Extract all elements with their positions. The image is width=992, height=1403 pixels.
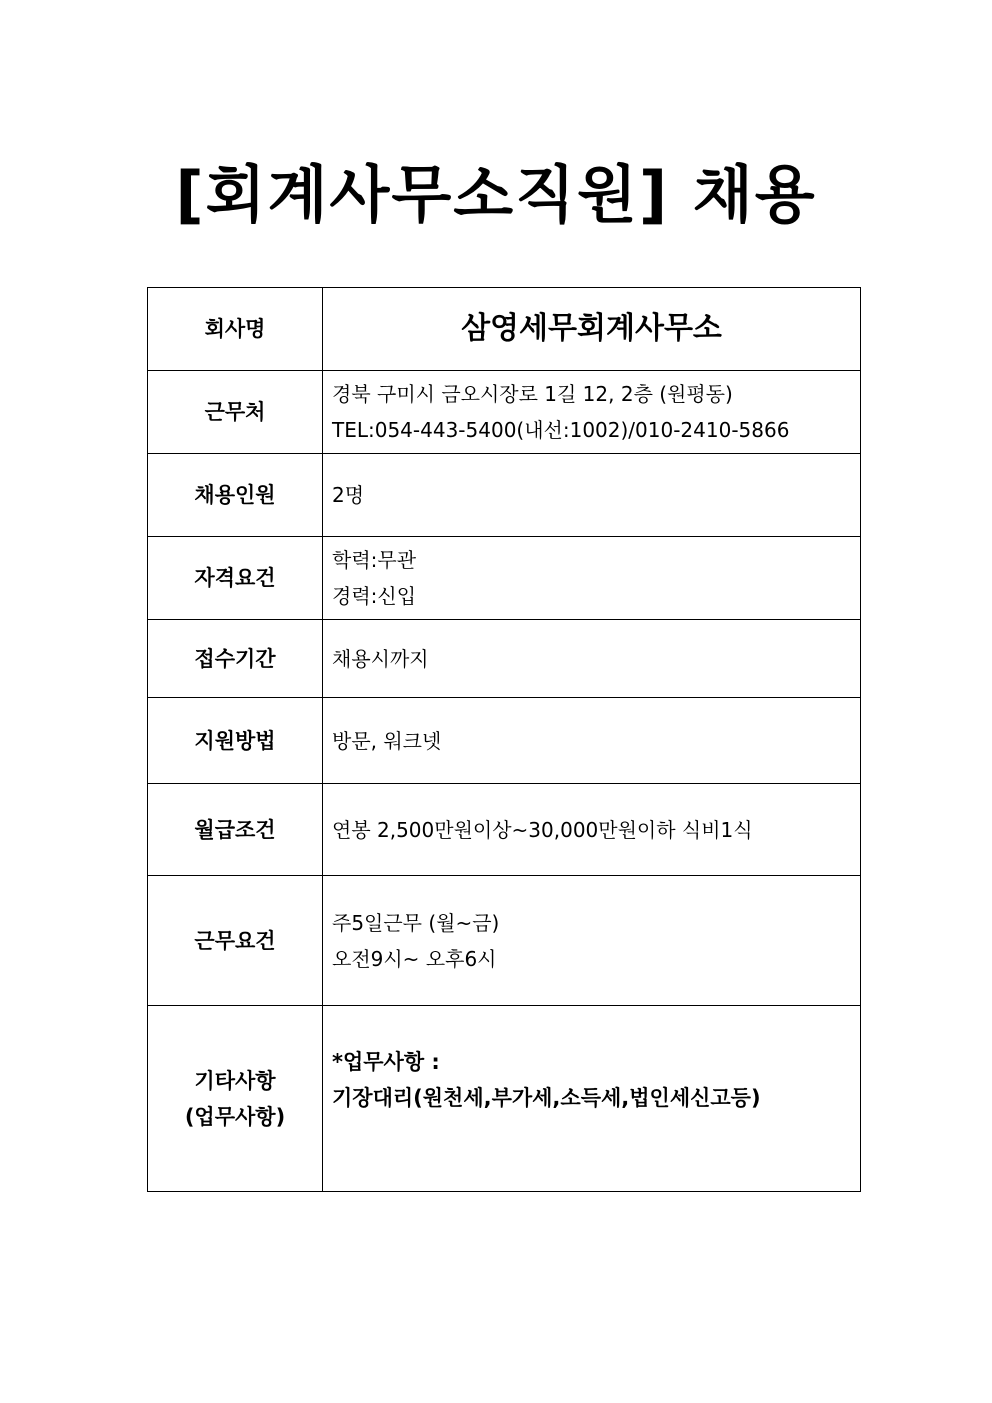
table-row (148, 1006, 861, 1192)
working-days: 주5일근무 (월~금) (332, 910, 500, 935)
other-label: 기타사항 (194, 1068, 276, 1093)
working-conditions-value (323, 876, 861, 1006)
qualification-experience: 경력:신입 (332, 584, 417, 608)
application-period-value (323, 620, 861, 698)
row-label-working-conditions: 근무요건 (148, 876, 323, 1006)
table-row (148, 620, 861, 698)
row-label-salary: 월급조건 (148, 784, 323, 876)
salary-value (323, 784, 861, 876)
row-label-qualifications: 자격요건 (148, 537, 323, 620)
qualifications-value (323, 537, 861, 620)
row-label-workplace: 근무처 (148, 371, 323, 454)
table-row (148, 784, 861, 876)
qualification-education: 학력:무관 (332, 548, 417, 572)
table-row (148, 537, 861, 620)
table-row (148, 876, 861, 1006)
row-label-other (148, 1006, 323, 1192)
job-posting-table (147, 287, 861, 1192)
company-name-value (323, 288, 861, 371)
row-label-company: 회사명 (148, 288, 323, 371)
row-label-headcount: 채용인원 (148, 454, 323, 537)
company-name: 삼영세무회계사무소 (461, 311, 722, 346)
page-title: [회계사무소직원] 채용 (175, 158, 817, 231)
duties-detail: 기장대리(원천세,부가세,소득세,법인세신고등) (332, 1086, 761, 1110)
duties-heading: *업무사항 : (332, 1050, 440, 1074)
working-hours: 오전9시~ 오후6시 (332, 946, 497, 971)
workplace-value (323, 371, 861, 454)
other-value (323, 1006, 861, 1192)
table-row (148, 371, 861, 454)
other-label-sub: (업무사항) (184, 1104, 286, 1129)
application-method-value (323, 698, 861, 784)
headcount-value (323, 454, 861, 537)
application-period: 채용시까지 (332, 646, 429, 671)
application-method: 방문, 워크넷 (332, 728, 442, 753)
row-label-application-period: 접수기간 (148, 620, 323, 698)
workplace-phone: TEL:054-443-5400(내선:1002)/010-2410-5866 (332, 418, 790, 442)
row-label-application-method: 지원방법 (148, 698, 323, 784)
salary: 연봉 2,500만원이상~30,000만원이하 식비1식 (332, 817, 753, 842)
table-row (148, 454, 861, 537)
workplace-address: 경북 구미시 금오시장로 1길 12, 2층 (원평동) (332, 382, 733, 406)
headcount: 2명 (332, 483, 365, 507)
table-row (148, 288, 861, 371)
table-row (148, 698, 861, 784)
